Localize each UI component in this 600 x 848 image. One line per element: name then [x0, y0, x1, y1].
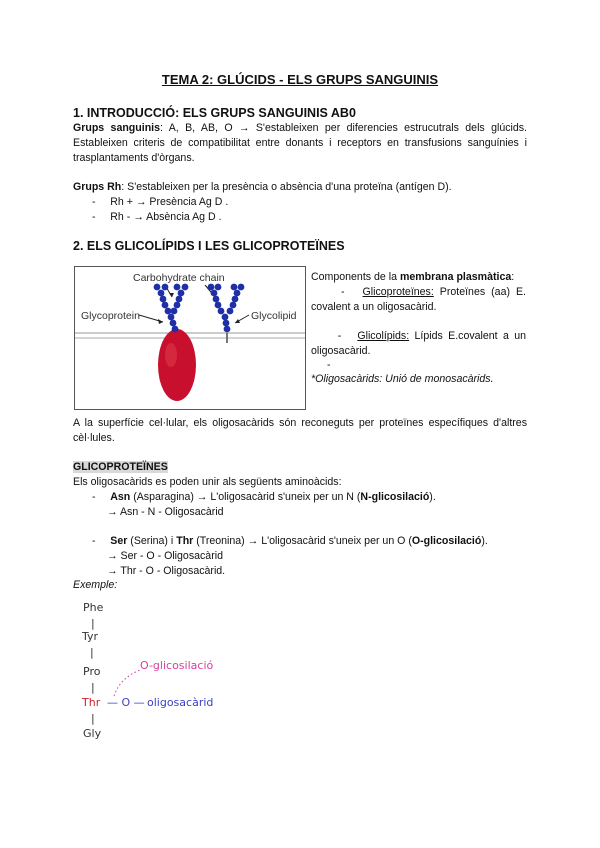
groups-label: Grups sanguinis — [73, 122, 161, 134]
hand-tyr: Tyr — [82, 630, 99, 643]
protein-ellipse — [158, 329, 196, 401]
hand-dotted-arrow — [110, 664, 144, 700]
page-title: TEMA 2: GLÚCIDS - ELS GRUPS SANGUINIS — [161, 72, 439, 87]
hand-thr: Thr — [82, 696, 101, 709]
surface-paragraph: A la superfície cel·lular, els oligosacàrids són reconeguts per proteïnes específiques d'altres cèl·lules. — [73, 417, 527, 444]
hand-bond-4: | — [91, 712, 95, 725]
glycolipid-label: Glycolipid — [251, 310, 297, 322]
hand-bond-2: | — [90, 646, 94, 659]
hand-o-glicosilacio: O-glicosilació — [140, 659, 214, 672]
glicolipids-term: Glicolípids: — [357, 330, 410, 342]
groups-text: : A, B, AB, O → S'estableixen per diferencies estrucutrals dels glúcids. Estableixen criteris de compatibilitat entre donants i receptors en transfusions sanguínies i trasplantaments d'òrgans. — [73, 122, 527, 164]
hand-bond-3: | — [91, 681, 95, 694]
glicoproteines-definition: - Glicoproteïnes: Proteïnes (aa) E. covalent a un oligosacàrid. — [311, 286, 526, 313]
rh-positive-item: - Rh + → Presència Ag D . — [92, 196, 229, 208]
groups-paragraph — [73, 121, 527, 166]
hand-oligosacarid: oligosacàrid — [147, 696, 214, 709]
components-line: Components de la membrana plasmàtica: — [311, 271, 515, 283]
ser-sub-1: → Ser - O - Oligosacàrid — [107, 550, 223, 562]
rh-paragraph — [73, 180, 527, 195]
membrane-figure — [74, 266, 306, 410]
glycoprotein-diagram — [75, 267, 305, 409]
rh-negative-item: - Rh - → Absència Ag D . — [92, 211, 222, 223]
ser-sub-2: → Thr - O - Oligosacàrid. — [107, 565, 226, 577]
hand-o-link: — O — — [107, 696, 145, 709]
hand-phe: Phe — [83, 601, 104, 614]
glycoprotein-sugar-chain — [154, 284, 189, 333]
example-label: Exemple: — [73, 579, 118, 591]
glicoproteines-term: Glicoproteïnes: — [362, 286, 434, 298]
rh-text: : S'estableixen per la presència o absència d'una proteïna (antígen D). — [121, 181, 452, 193]
carbohydrate-label: Carbohydrate chain — [133, 272, 225, 284]
hand-bond-1: | — [91, 617, 95, 630]
glicolipids-definition: - Glicolípids: Lípids E.covalent a un oligosacàrid. — [311, 330, 526, 357]
glicoproteines-intro: Els oligosacàrids es poden unir als següents aminoàcids: — [73, 476, 342, 488]
empty-dash: - — [327, 359, 331, 371]
glicoproteines-heading: GLICOPROTEÏNES — [73, 461, 168, 473]
ser-item: - Ser (Serina) i Thr (Treonina) → L'oligosacàrid s'uneix per un O (O-glicosilació). — [92, 535, 488, 547]
hand-pro: Pro — [83, 665, 101, 678]
asn-sub: → Asn - N - Oligosacàrid — [107, 506, 224, 518]
asn-item: - Asn (Asparagina) → L'oligosacàrid s'uneix per un N (N-glicosilació). — [92, 491, 436, 503]
hand-gly: Gly — [83, 727, 102, 740]
protein-highlight — [165, 343, 177, 367]
glycolipid-sugar-chain — [208, 284, 245, 333]
rh-label: Grups Rh — [73, 181, 122, 193]
section1-heading: 1. INTRODUCCIÓ: ELS GRUPS SANGUINIS AB0 — [73, 106, 356, 120]
oligosacarids-note: *Oligosacàrids: Unió de monosacàrids. — [311, 373, 494, 385]
glycoprotein-label: Glycoprotein — [81, 310, 140, 322]
section2-heading: 2. ELS GLICOLÍPIDS I LES GLICOPROTEÏNES — [73, 239, 345, 253]
